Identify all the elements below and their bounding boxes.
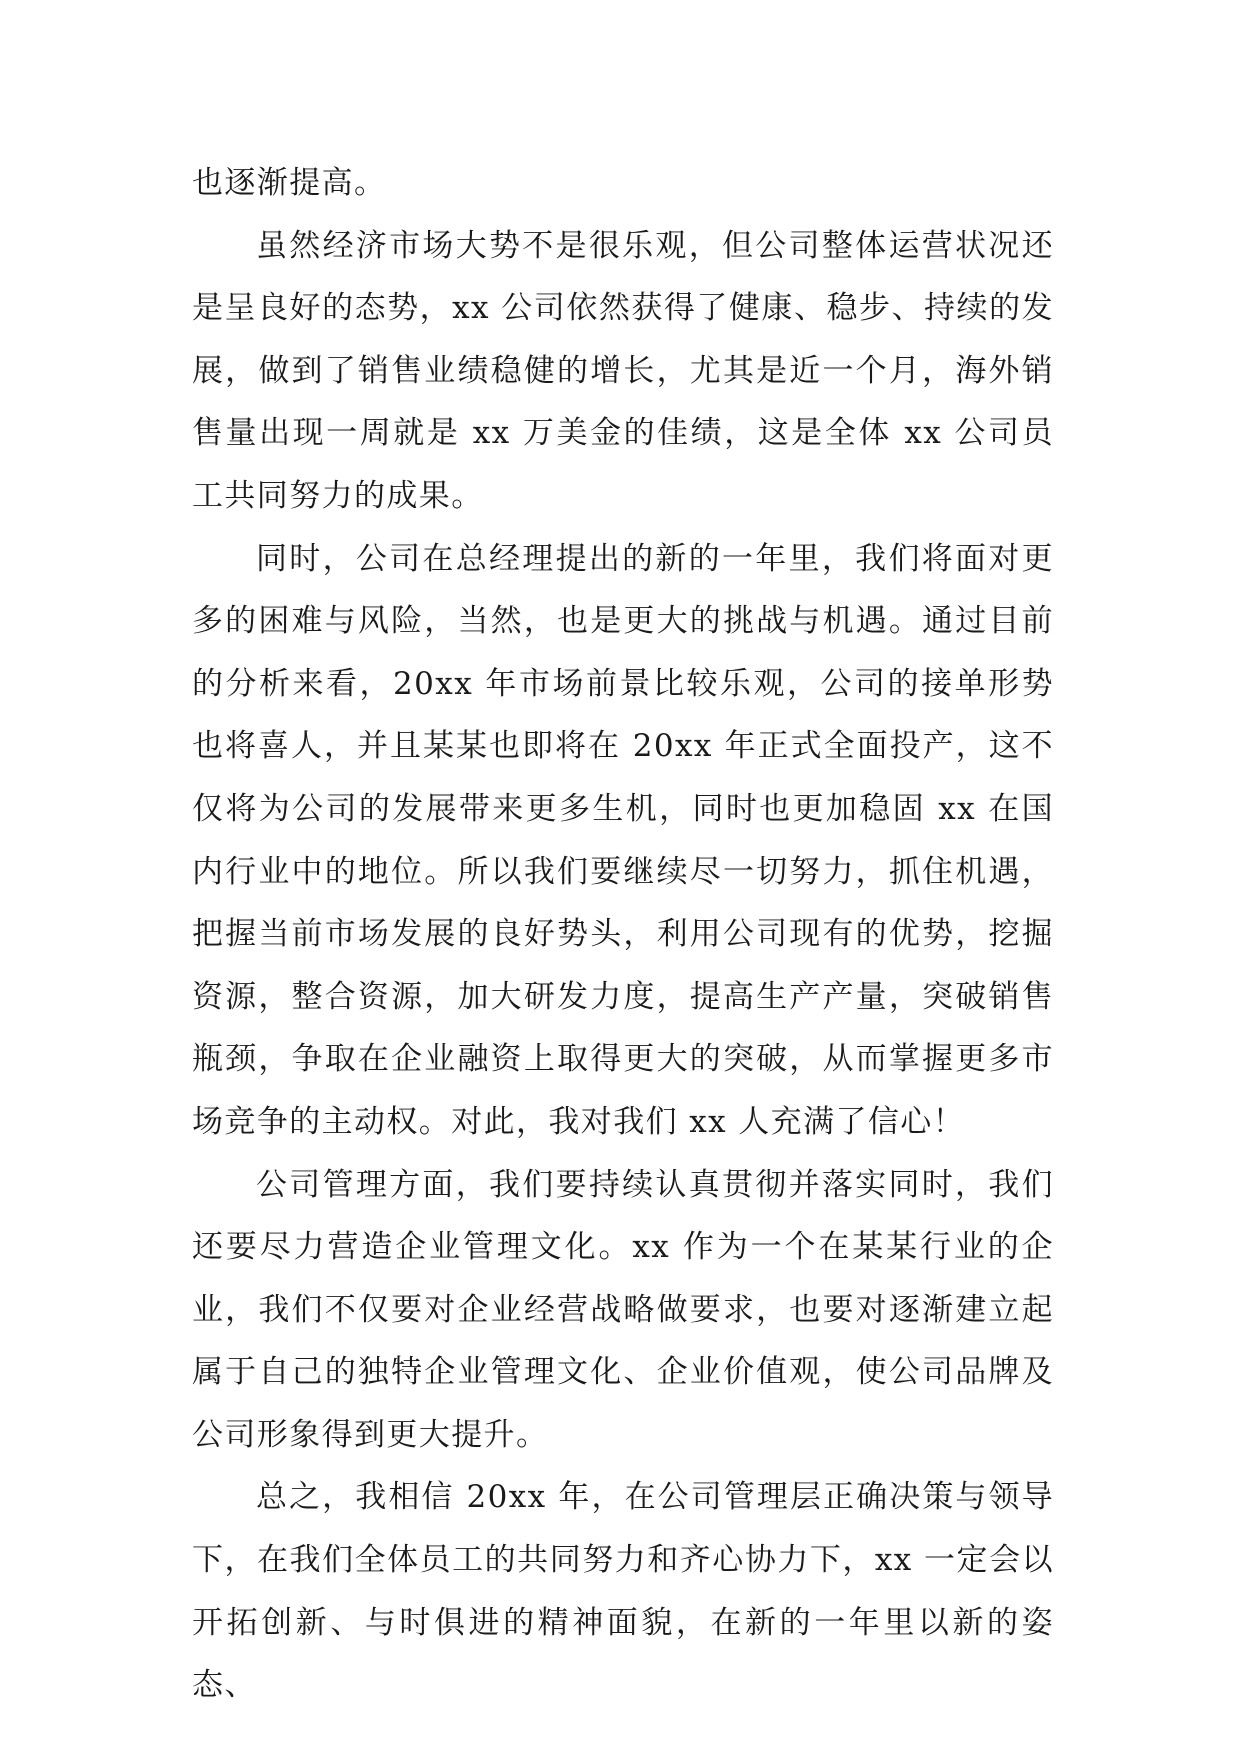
paragraph-1: 也逐渐提高。 <box>192 165 387 201</box>
paragraph-4: 公司管理方面，我们要持续认真贯彻并落实同时，我们还要尽力营造企业管理文化。xx 作为一个在某某行业的企业，我们不仅要对企业经营战略做要求，也要对逐渐建立起属于自己的独特企业管理文化、企业价值观，使公司品牌及公司形象得到更大提升。 <box>192 1166 1054 1453</box>
paragraph-2: 虽然经济市场大势不是很乐观，但公司整体运营状况还是呈良好的态势，xx 公司依然获得了健康、稳步、持续的发展，做到了销售业绩稳健的增长，尤其是近一个月，海外销售量出现一周就是 xx 万美金的佳绩，这是全体 xx 公司员工共同努力的成果。 <box>192 227 1054 514</box>
paragraph-3: 同时，公司在总经理提出的新的一年里，我们将面对更多的困难与风险，当然，也是更大的挑战与机遇。通过目前的分析来看，20xx 年市场前景比较乐观，公司的接单形势也将喜人，并且某某也即将在 20xx 年正式全面投产，这不仅将为公司的发展带来更多生机，同时也更加稳固 xx 在国内行业中的地位。所以我们要继续尽一切努力，抓住机遇，把握当前市场发展的良好势头，利用公司现有的优势，挖掘资源，整合资源，加大研发力度，提高生产产量，突破销售瓶颈，争取在企业融资上取得更大的突破，从而掌握更多市场竞争的主动权。对此，我对我们 xx 人充满了信心！ <box>192 540 1054 1140</box>
document-body <box>192 152 1054 1717</box>
paragraph-5: 总之，我相信 20xx 年，在公司管理层正确决策与领导下，在我们全体员工的共同努力和齐心协力下，xx 一定会以开拓创新、与时俱进的精神面貌，在新的一年里以新的姿态、 <box>192 1479 1054 1704</box>
